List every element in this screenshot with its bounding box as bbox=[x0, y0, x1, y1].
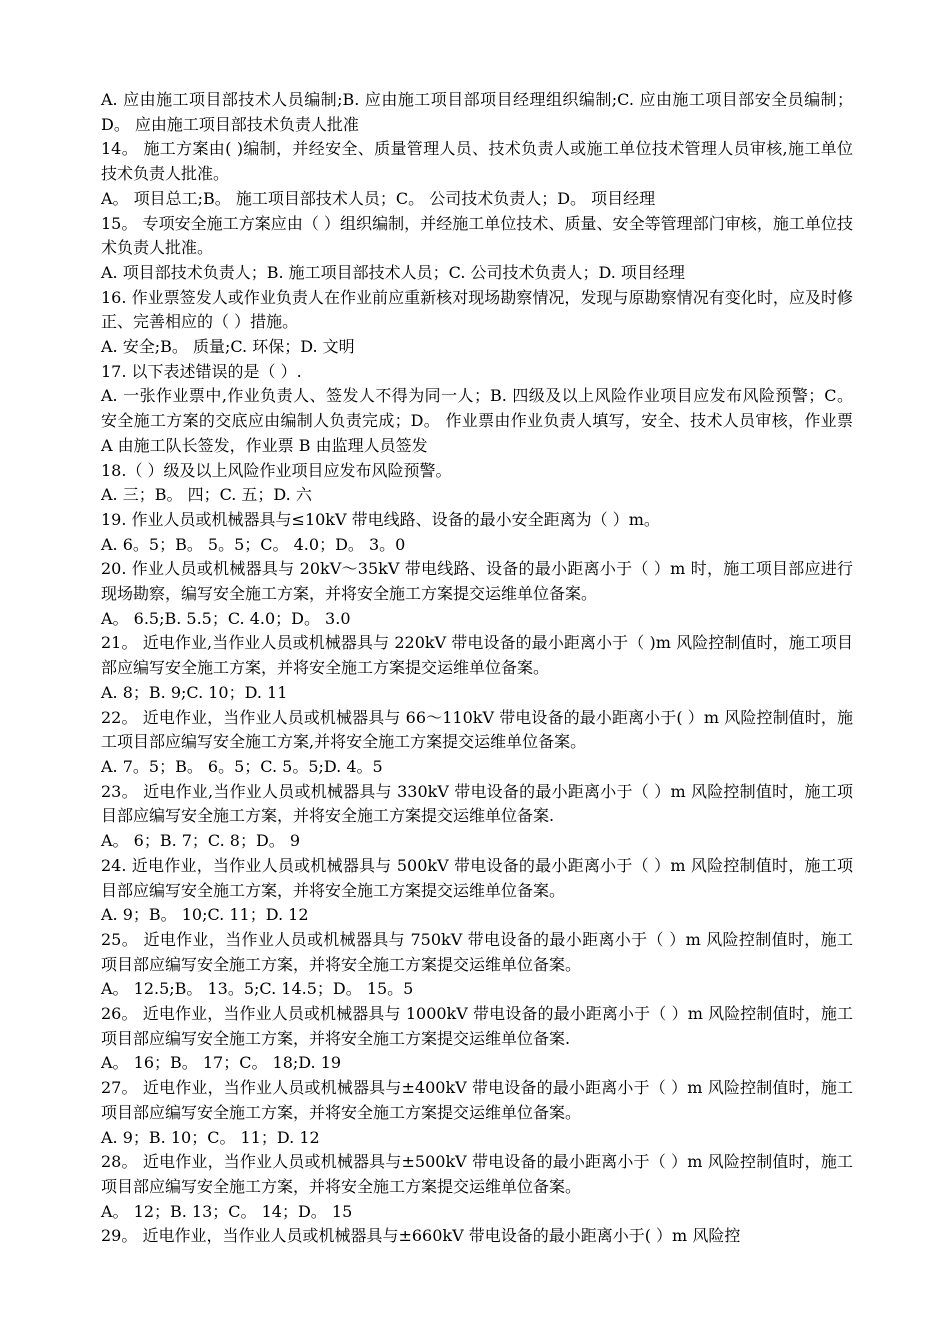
document-page bbox=[101, 88, 853, 1249]
question-22: 22。 近电作业，当作业人员或机械器具与 66～110kV 带电设备的最小距离小于( ）m 风险控制值时，施工项目部应编写安全施工方案,并将安全施工方案提交运维单位备案。 bbox=[101, 707, 853, 752]
answer-options-28: A。 12；B. 13；C。 14；D。 15 bbox=[101, 1201, 353, 1221]
answer-options-25: A。 12.5;B。 13。5;C. 14.5；D。 15。5 bbox=[101, 979, 414, 999]
answer-options-26: A。 16；B。 17；C。 18;D. 19 bbox=[101, 1053, 342, 1073]
question-27: 27。 近电作业，当作业人员或机械器具与±400kV 带电设备的最小距离小于（ ）m 风险控制值时，施工项目部应编写安全施工方案，并将安全施工方案提交运维单位备案。 bbox=[101, 1078, 853, 1122]
question-20: 20. 作业人员或机械器具与 20kV～35kV 带电线路、设备的最小距离小于（ ）m 时，施工项目部应进行现场勘察，编写安全施工方案，并将安全施工方案提交运维单位备案。 bbox=[101, 559, 853, 604]
question-21: 21。 近电作业,当作业人员或机械器具与 220kV 带电设备的最小距离小于（ )m 风险控制值时，施工项目部应编写安全施工方案，并将安全施工方案提交运维单位备案。 bbox=[101, 633, 853, 678]
answer-options-15: A. 项目部技术负责人；B. 施工项目部技术人员；C. 公司技术负责人；D. 项目经理 bbox=[101, 262, 685, 282]
answer-options-16: A. 安全;B。 质量;C. 环保；D. 文明 bbox=[101, 337, 355, 357]
answer-options-13: A. 应由施工项目部技术人员编制;B. 应由施工项目部项目经理组织编制;C. 应由施工项目部安全员编制；D。 应由施工项目部技术负责人批准 bbox=[101, 90, 853, 134]
question-16: 16. 作业票签发人或作业负责人在作业前应重新核对现场勘察情况，发现与原勘察情况有变化时，应及时修正、完善相应的（ ）措施。 bbox=[101, 287, 853, 332]
question-23: 23。 近电作业,当作业人员或机械器具与 330kV 带电设备的最小距离小于（ ）m 风险控制值时，施工项目部应编写安全施工方案，并将安全施工方案提交运维单位备案. bbox=[101, 781, 853, 826]
question-28: 28。 近电作业，当作业人员或机械器具与±500kV 带电设备的最小距离小于（ ）m 风险控制值时，施工项目部应编写安全施工方案，并将安全施工方案提交运维单位备案。 bbox=[101, 1152, 853, 1196]
question-17: 17. 以下表述错误的是（ ）. bbox=[101, 361, 302, 381]
question-29: 29。 近电作业，当作业人员或机械器具与±660kV 带电设备的最小距离小于( ）m 风险控 bbox=[101, 1226, 741, 1246]
answer-options-22: A. 7。5；B。 6。5；C. 5。5;D. 4。5 bbox=[101, 756, 383, 776]
answer-options-14: A。 项目总工;B。 施工项目部技术人员；C。 公司技术负责人；D。 项目经理 bbox=[101, 188, 656, 208]
answer-options-18: A. 三；B。 四；C. 五；D. 六 bbox=[101, 485, 312, 505]
question-19: 19. 作业人员或机械器具与≤10kV 带电线路、设备的最小安全距离为（ ）m。 bbox=[101, 509, 660, 529]
question-15: 15。 专项安全施工方案应由（ ）组织编制，并经施工单位技术、质量、安全等管理部门审核，施工单位技术负责人批准。 bbox=[101, 213, 853, 258]
answer-options-21: A. 8；B. 9;C. 10；D. 11 bbox=[101, 682, 288, 702]
answer-options-20: A。 6.5;B. 5.5；C. 4.0；D。 3.0 bbox=[101, 608, 351, 628]
answer-options-24: A. 9；B。 10;C. 11；D. 12 bbox=[101, 905, 309, 925]
answer-options-23: A。 6；B. 7；C. 8；D。 9 bbox=[101, 831, 301, 851]
question-25: 25。 近电作业，当作业人员或机械器具与 750kV 带电设备的最小距离小于（ ）m 风险控制值时，施工项目部应编写安全施工方案，并将安全施工方案提交运维单位备案。 bbox=[101, 929, 853, 974]
question-26: 26。 近电作业，当作业人员或机械器具与 1000kV 带电设备的最小距离小于（ ）m 风险控制值时，施工项目部应编写安全施工方案，并将安全施工方案提交运维单位备案. bbox=[101, 1004, 853, 1048]
answer-options-17: A. 一张作业票中,作业负责人、签发人不得为同一人；B. 四级及以上风险作业项目应发布风险预警；C。 安全施工方案的交底应由编制人负责完成；D。 作业票由作业负责人填写，安全、技术人员审核，作业票 A 由施工队长签发，作业票 B 由监理人员签发 bbox=[101, 386, 853, 455]
question-18: 18.（ ）级及以上风险作业项目应发布风险预警。 bbox=[101, 460, 452, 480]
question-14: 14。 施工方案由( )编制，并经安全、质量管理人员、技术负责人或施工单位技术管理人员审核,施工单位技术负责人批准。 bbox=[101, 139, 853, 184]
answer-options-19: A. 6。5；B。 5。5；C。 4.0；D。 3。0 bbox=[101, 534, 406, 554]
question-24: 24. 近电作业，当作业人员或机械器具与 500kV 带电设备的最小距离小于（ ）m 风险控制值时，施工项目部应编写安全施工方案，并将安全施工方案提交运维单位备案。 bbox=[101, 855, 853, 900]
answer-options-27: A. 9；B. 10；C。 11；D. 12 bbox=[101, 1127, 320, 1147]
